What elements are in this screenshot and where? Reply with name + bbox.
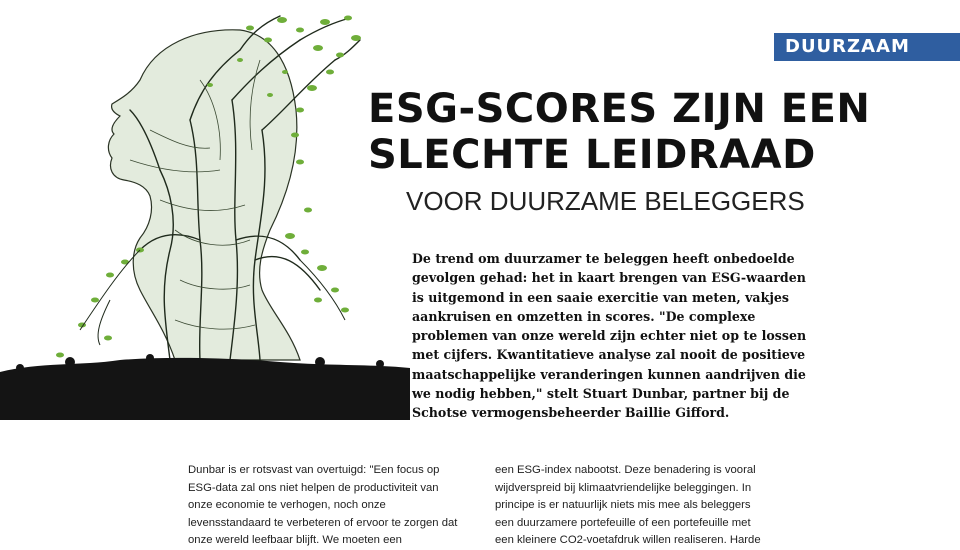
section-badge: DUURZAAM: [774, 33, 960, 61]
body-column-1: Dunbar is er rotsvast van overtuigd: "Een focus op ESG-data zal ons niet helpen de productiviteit van onze economie te verhogen, noch onze levensstandaard te verbeteren of ervoor te zorgen dat onze wereld leefbaar blijft. We moeten een: [188, 464, 458, 547]
ground: [0, 358, 410, 420]
article-title: ESG-SCORES ZIJN EEN SLECHTE LEIDRAAD: [368, 86, 871, 178]
article-subtitle: VOOR DUURZAME BELEGGERS: [406, 186, 805, 216]
body-column-2: een ESG-index nabootst. Deze benadering is vooral wijdverspreid bij klimaatvriendelijke beleggingen. In principe is er natuurlijk niets mis mee als beleggers een duurzamere portefeuille of een portefeuille met een kleinere CO2-voetafdruk willen realiseren. Harde: [495, 464, 761, 547]
article-lead: De trend om duurzamer te beleggen heeft onbedoelde gevolgen gehad: het in kaart brengen van ESG-waarden is uitgemond in een saaie exercitie van meten, vakjes aankruisen en omzetten in scores. "De complexe problemen van onze wereld zijn echter niet op te lossen met cijfers. Kwantitatieve analyse zal nooit de positieve maatschappelijke veranderingen kunnen aandrijven die we nodig hebben," stelt Stuart Dunbar, partner bij de Schotse vermogensbeheerder Baillie Gifford.: [412, 251, 807, 421]
tree-head-illustration: [0, 0, 410, 420]
head-silhouette: [108, 30, 300, 360]
tree-head-icon: [0, 16, 410, 421]
